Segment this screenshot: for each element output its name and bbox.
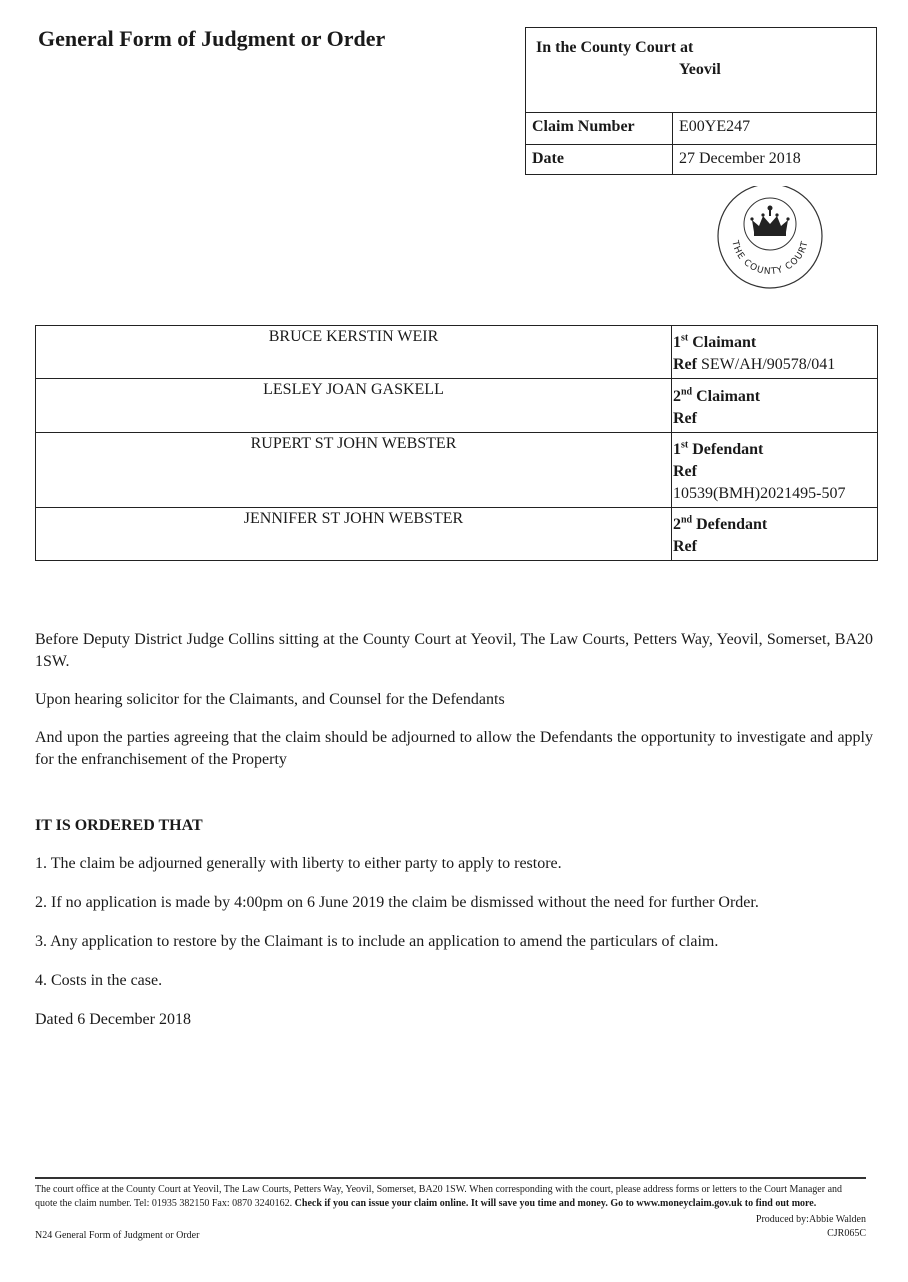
crown-seal-icon [714, 186, 826, 292]
court-details-box [525, 27, 877, 175]
page-footer [35, 1177, 866, 1249]
svg-text:THE COUNTY COURT [729, 239, 811, 277]
order-item: 4. Costs in the case. [35, 972, 163, 989]
order-item: 3. Any application to restore by the Claimant is to include an application to amend the particulars of claim. [35, 933, 719, 950]
party-name: LESLEY JOAN GASKELL [36, 379, 672, 432]
order-body [35, 629, 873, 1047]
party-row [36, 507, 878, 560]
party-row [36, 326, 878, 379]
footer-online-text: Check if you can issue your claim online. It will save you time and money. Go to www.moneyclaim.gov.uk to find out more. [294, 1198, 817, 1209]
party-role: 2nd Defendant Ref [672, 507, 878, 560]
seal-text: THE COUNTY COURT [729, 239, 811, 278]
party-row [36, 379, 878, 432]
party-ref: SEW/AH/90578/041 [700, 356, 836, 374]
order-item: 1. The claim be adjourned generally with liberty to either party to apply to restore. [35, 855, 562, 872]
parties-table [35, 325, 878, 561]
produced-by-block [756, 1213, 866, 1241]
footer-contact-text: The court office at the County Court at Yeovil, The Law Courts, Petters Way, Yeovil, Somerset, BA20 1SW. When corresponding with the court, please address forms or letters to the Court Manager and quote the claim number. Tel: 01935 382150 Fax: 0870 3240162. [35, 1184, 843, 1209]
form-code: CJR065C [827, 1228, 866, 1239]
party-name: RUPERT ST JOHN WEBSTER [36, 432, 672, 507]
date-row [526, 144, 876, 175]
party-ref: 10539(BMH)2021495-507 [673, 484, 846, 502]
party-role: 1st Defendant Ref 10539(BMH)2021495-507 [672, 432, 878, 507]
party-role: 1st Claimant Ref SEW/AH/90578/041 [672, 326, 878, 379]
party-name: JENNIFER ST JOHN WEBSTER [36, 507, 672, 560]
claim-number-label: Claim Number [526, 113, 673, 144]
party-row [36, 432, 878, 507]
dated-text: Dated 6 December 2018 [35, 1011, 191, 1028]
claim-number-value: E00YE247 [679, 118, 751, 135]
footer-info [35, 1183, 866, 1211]
before-judge-text: Before Deputy District Judge Collins sitting at the County Court at Yeovil, The Law Courts, Petters Way, Yeovil, Somerset, BA20 1SW. [35, 631, 873, 670]
footer-bottom [35, 1213, 866, 1249]
form-name: N24 General Form of Judgment or Order [35, 1230, 200, 1241]
claim-number-row [526, 113, 876, 144]
court-heading [526, 28, 876, 113]
page-title: General Form of Judgment or Order [38, 26, 386, 51]
court-heading-text: In the County Court at [536, 39, 694, 56]
upon-hearing-text: Upon hearing solicitor for the Claimants, and Counsel for the Defendants [35, 691, 505, 708]
upon-agreeing-text: And upon the parties agreeing that the claim should be adjourned to allow the Defendants the opportunity to investigate and apply for the enfranchisement of the Property [35, 729, 873, 768]
court-name: Yeovil [679, 61, 721, 78]
order-item: 2. If no application is made by 4:00pm on 6 June 2019 the claim be dismissed without the need for further Order. [35, 894, 759, 911]
ordered-heading: IT IS ORDERED THAT [35, 817, 203, 834]
date-label: Date [526, 145, 673, 175]
party-name: BRUCE KERSTIN WEIR [36, 326, 672, 379]
produced-by: Produced by:Abbie Walden [755, 1214, 866, 1225]
date-value: 27 December 2018 [679, 150, 801, 167]
party-role: 2nd Claimant Ref [672, 379, 878, 432]
